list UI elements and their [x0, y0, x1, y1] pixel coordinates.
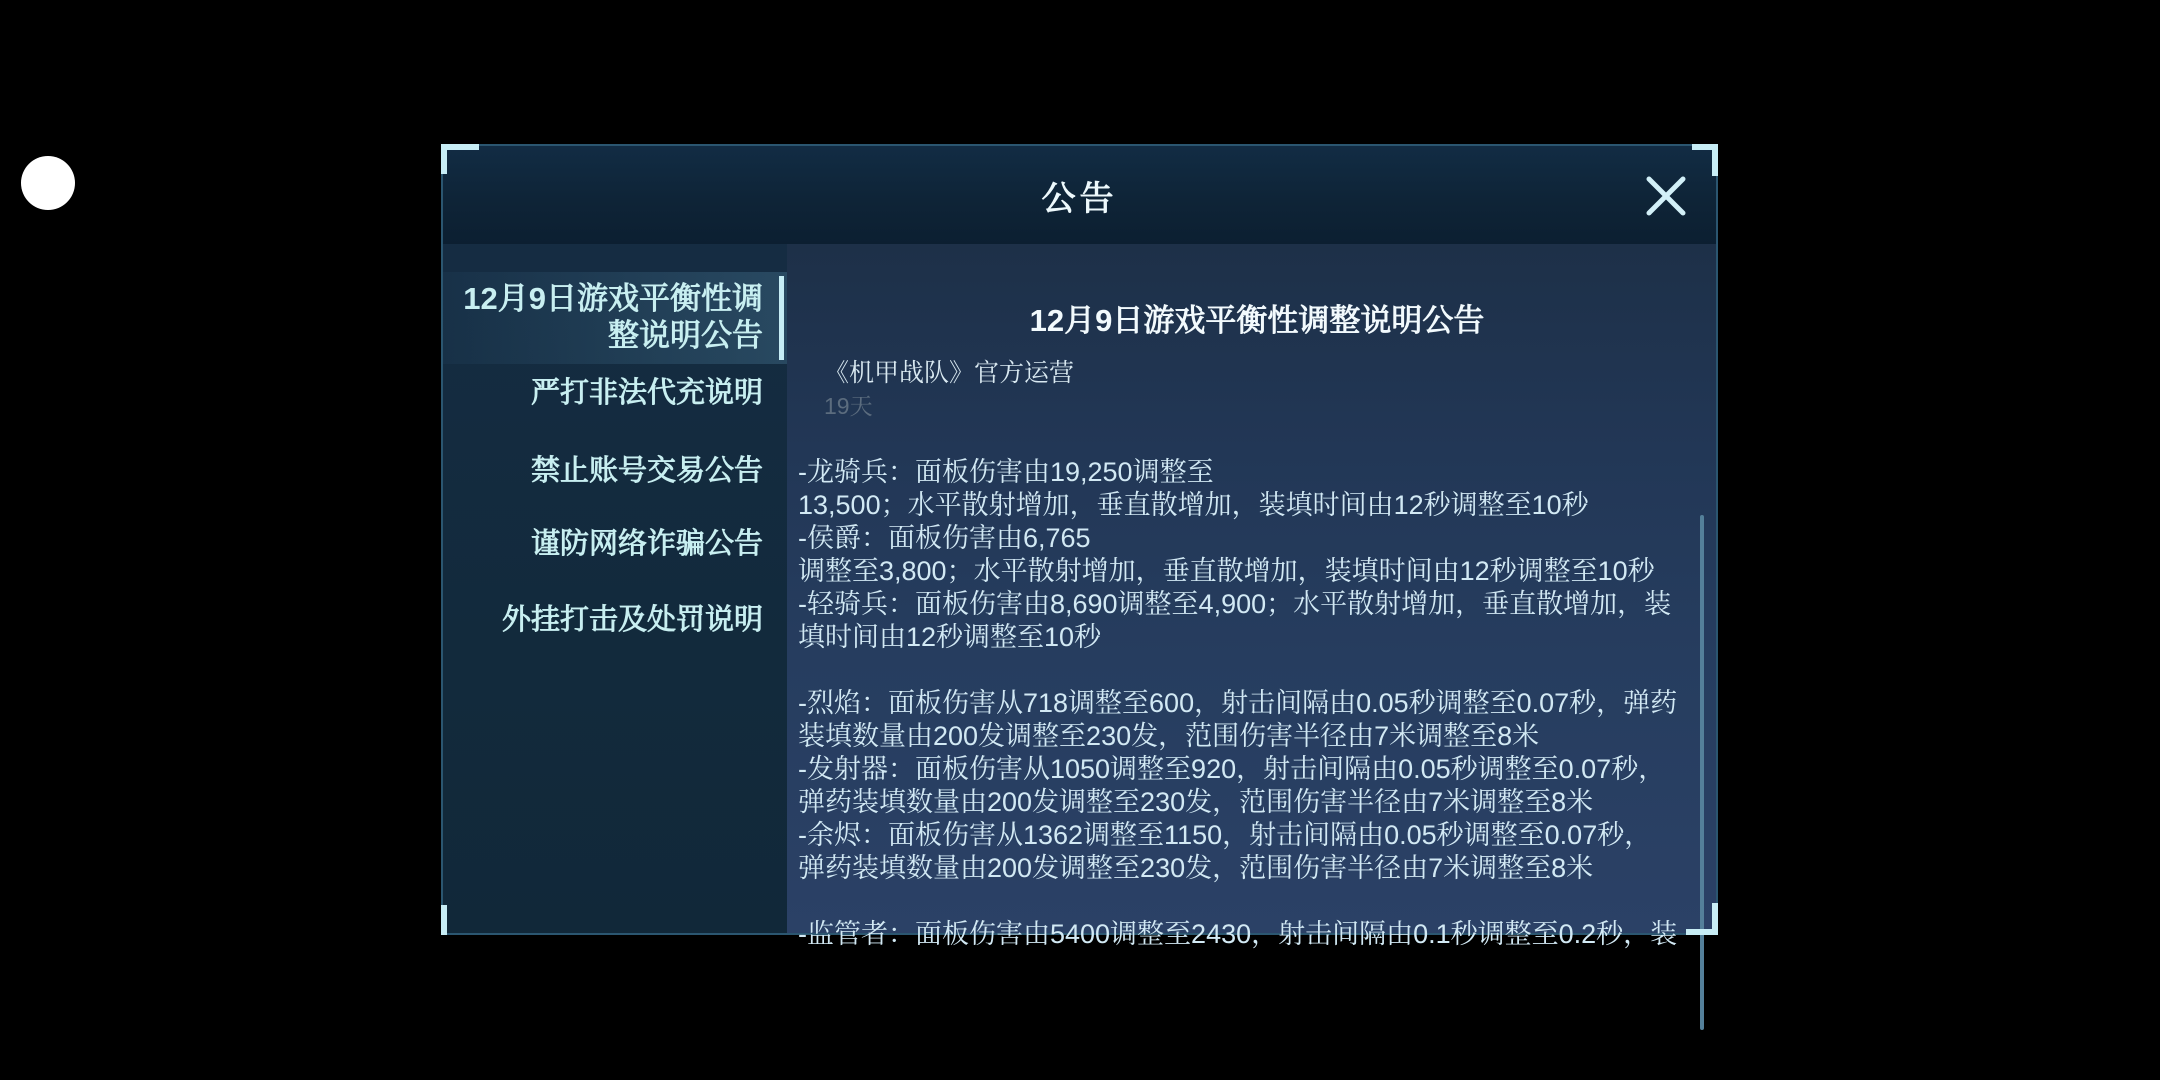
body-line-blank [798, 885, 1716, 918]
corner-bracket-bottom-right [1686, 903, 1718, 935]
content-author: 《机甲战队》官方运营 [824, 359, 1075, 387]
scrollbar-thumb[interactable] [1700, 515, 1704, 1030]
selected-item-indicator [779, 276, 784, 360]
content-title: 12月9日游戏平衡性调整说明公告 [1029, 303, 1485, 338]
announcement-content [787, 244, 1716, 949]
content-timestamp: 19天 [824, 393, 873, 419]
body-line: -发射器：面板伤害从1050调整至920，射击间隔由0.05秒调整至0.07秒， [798, 754, 1666, 784]
content-body [798, 456, 1716, 951]
close-button[interactable] [1640, 170, 1692, 222]
body-line: 调整至3,800；水平散射增加，垂直散增加，装填时间由12秒调整至10秒 [798, 556, 1655, 586]
body-line: 13,500；水平散射增加，垂直散增加，装填时间由12秒调整至10秒 [798, 490, 1589, 520]
body-line: -龙骑兵：面板伤害由19,250调整至 [798, 457, 1214, 487]
sidebar-item-fraud-warning[interactable] [443, 529, 787, 559]
body-line: 弹药装填数量由200发调整至230发，范围伤害半径由7米调整至8米 [798, 787, 1594, 817]
corner-bracket-top-right [1692, 144, 1718, 176]
body-line-blank [798, 654, 1716, 687]
announcement-dialog [441, 144, 1718, 949]
sidebar-item-label: 12月9日游戏平衡性调整说明公告 [463, 281, 763, 353]
announcement-sidebar [443, 244, 787, 933]
body-line: -烈焰：面板伤害从718调整至600，射击间隔由0.05秒调整至0.07秒，弹药 [798, 688, 1678, 718]
body-line: 弹药装填数量由200发调整至230发，范围伤害半径由7米调整至8米 [798, 853, 1594, 883]
body-line: -监管者：面板伤害由5400调整至2430，射击间隔由0.1秒调整至0.2秒，装 [798, 919, 1678, 949]
close-icon [1642, 172, 1690, 220]
dialog-body [443, 244, 1716, 949]
body-line: -侯爵：面板伤害由6,765 [798, 523, 1091, 553]
body-line: -轻骑兵：面板伤害由8,690调整至4,900；水平散射增加，垂直散增加，装 [798, 589, 1672, 619]
sidebar-item-label: 严打非法代充说明 [530, 377, 763, 409]
floating-home-button[interactable] [21, 156, 75, 210]
sidebar-item-label: 谨防网络诈骗公告 [530, 528, 763, 560]
sidebar-item-label: 禁止账号交易公告 [530, 455, 763, 487]
corner-bracket-top-left [441, 144, 479, 174]
body-line: 填时间由12秒调整至10秒 [798, 622, 1102, 652]
sidebar-item-account-trading-ban[interactable] [443, 456, 787, 486]
corner-bracket-bottom-left [441, 905, 449, 935]
body-line: -余烬：面板伤害从1362调整至1150，射击间隔由0.05秒调整至0.07秒， [798, 820, 1652, 850]
sidebar-item-label: 外挂打击及处罚说明 [501, 604, 763, 636]
dialog-header [443, 146, 1716, 244]
sidebar-item-illegal-topup[interactable] [443, 378, 787, 408]
sidebar-item-balance-adjustment[interactable] [443, 272, 787, 364]
sidebar-item-cheat-punishment[interactable] [443, 605, 787, 635]
dialog-title: 公告 [1041, 179, 1118, 218]
body-line: 装填数量由200发调整至230发，范围伤害半径由7米调整至8米 [798, 721, 1540, 751]
